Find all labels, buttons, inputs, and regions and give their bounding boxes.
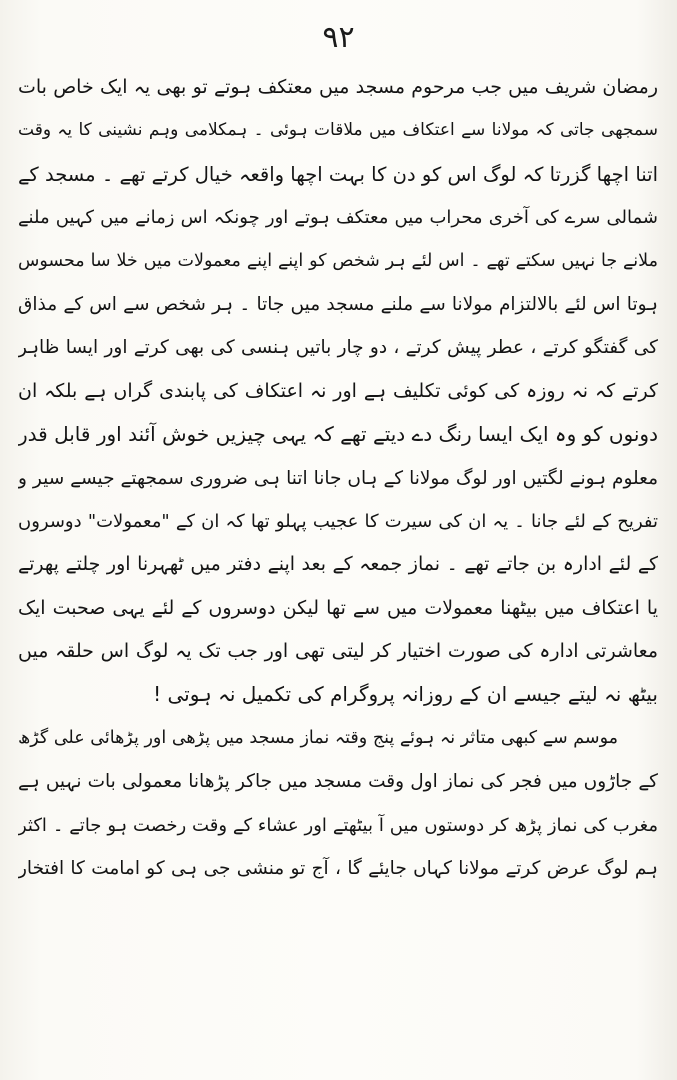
text-line: ہوتا اس لئے بالالتزام مولانا سے ملنے مسجد میں جاتا ۔ ہر شخص سے اس کے مذاق — [18, 293, 658, 315]
text-line: تفریح کے لئے جانا ۔ یہ ان کی سیرت کا عجیب پہلو تھا کہ ان کے "معمولات" دوسروں — [18, 510, 658, 532]
text-line: اتنا اچھا گزرتا کہ لوگ اس کو دن کا بہت اچھا واقعہ خیال کرتے تھے ۔ مسجد کے — [18, 162, 658, 186]
text-line: یا اعتکاف میں بیٹھنا معمولات میں سے تھا لیکن دوسروں کے لئے یہی صحبت ایک — [18, 596, 658, 619]
text-line: ملانے جا نہیں سکتے تھے ۔ اس لئے ہر شخص کو اپنے اپنے معمولات میں خلا سا محسوس — [18, 250, 658, 271]
text-line: کی گفتگو کرتے ، عطر پیش کرتے ، دو چار باتیں ہنسی کی بھی کرتے اور ایسا ظاہر — [18, 337, 658, 359]
text-line: کے جاڑوں میں فجر کی نماز اول وقت مسجد میں جاکر پڑھانا معمولی بات نہیں ہے — [18, 771, 658, 793]
text-line: ہم لوگ عرض کرتے مولانا کہاں جایئے گا ، آج تو منشی جی ہی کو امامت کا افتخار — [18, 858, 658, 880]
text-line: معلوم ہونے لگتیں اور لوگ مولانا کے ہاں جانا اتنا ہی ضروری سمجھتے جیسے سیر و — [18, 467, 658, 489]
text-line: دونوں کو وہ ایک ایسا رنگ دے دیتے تھے کہ یہی چیزیں خوش آئند اور قابل قدر — [18, 422, 658, 447]
body-text — [18, 66, 658, 890]
text-line: کرتے کہ نہ روزہ کی کوئی تکلیف ہے اور نہ اعتکاف کی پابندی گراں ہے بلکہ ان — [18, 379, 658, 402]
text-line-paragraph-end: بیٹھ نہ لیتے جیسے ان کے روزانہ پروگرام کی تکمیل نہ ہوتی ! — [153, 682, 658, 707]
text-line: رمضان شریف میں جب مرحوم مسجد میں معتکف ہوتے تو بھی یہ ایک خاص بات — [18, 76, 658, 98]
text-line: سمجھی جاتی کہ مولانا سے اعتکاف میں ملاقات ہوئی ۔ ہمکلامی وہم نشینی کا یہ وقت — [18, 120, 658, 141]
page-number: ۹۲ — [322, 20, 355, 55]
text-line: معاشرتی ادارہ کی صورت اختیار کر لیتی تھی اور جب تک یہ لوگ اس حلقہ میں — [18, 640, 658, 663]
text-line: کے لئے ادارہ بن جاتے تھے ۔ نماز جمعہ کے بعد اپنے دفتر میں ٹھہرنا اور چلتے پھرتے — [18, 553, 658, 576]
text-line-paragraph-start: موسم سے کبھی متاثر نہ ہوئے پنج وقتہ نماز مسجد میں پڑھی اور پڑھائی علی گڑھ — [18, 727, 618, 748]
text-line: مغرب کی نماز پڑھ کر دوستوں میں آ بیٹھتے اور عشاء کے وقت رخصت ہو جاتے ۔ اکثر — [18, 814, 658, 836]
text-line: شمالی سرے کی آخری محراب میں معتکف ہوتے اور چونکہ اس زمانے میں کہیں ملنے — [18, 207, 658, 229]
